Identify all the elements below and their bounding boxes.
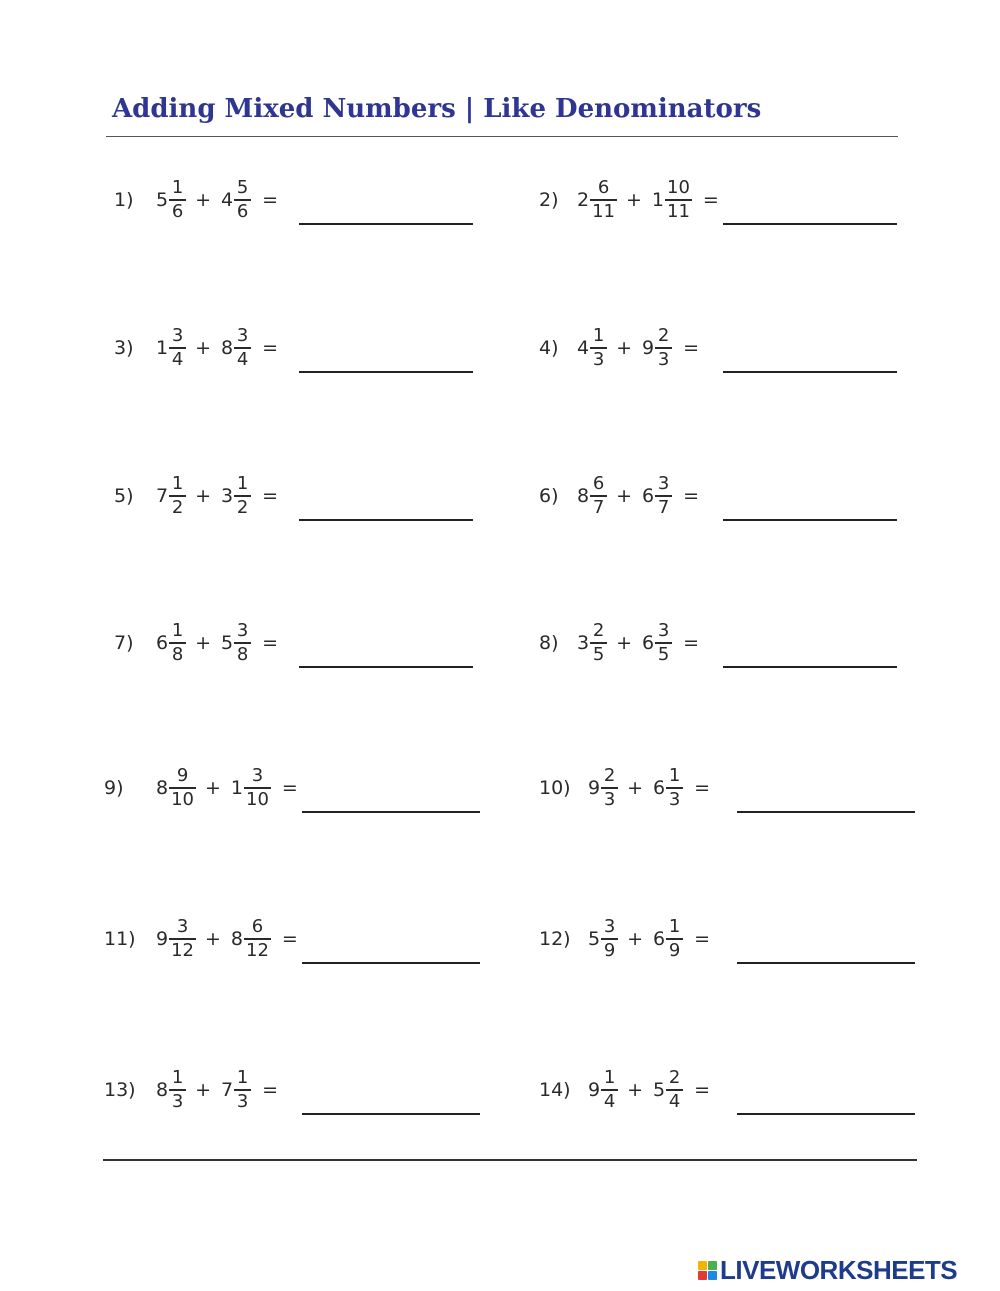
mixed-number-expression [577, 621, 699, 665]
problem-number: 10) [539, 777, 571, 799]
fraction [170, 326, 185, 370]
fraction [656, 621, 671, 665]
denominator: 12 [171, 939, 194, 961]
fraction [170, 1068, 185, 1112]
equals-sign: = [694, 928, 711, 950]
problem-item [539, 170, 719, 230]
fraction [591, 326, 606, 370]
fraction [235, 1068, 250, 1112]
numerator: 2 [668, 1067, 681, 1089]
answer-blank[interactable] [299, 519, 473, 521]
problem-number: 1) [114, 189, 134, 211]
numerator: 1 [236, 1067, 249, 1089]
whole-number: 8 [221, 337, 234, 359]
numerator: 9 [176, 765, 189, 787]
mixed-number-expression [588, 1068, 710, 1112]
fraction [591, 621, 606, 665]
answer-blank[interactable] [737, 811, 915, 813]
problem-item [539, 909, 710, 969]
problem-number: 13) [104, 1079, 136, 1101]
numerator: 5 [236, 177, 249, 199]
problem-item [104, 909, 298, 969]
liveworksheets-logo [698, 1255, 957, 1286]
denominator: 7 [657, 496, 670, 518]
mixed-number-expression [156, 621, 278, 665]
numerator: 2 [592, 620, 605, 642]
whole-number: 6 [156, 632, 169, 654]
plus-sign: + [205, 928, 221, 950]
mixed-number-expression [156, 178, 278, 222]
whole-number: 2 [577, 189, 590, 211]
numerator: 3 [251, 765, 264, 787]
whole-number: 5 [156, 189, 169, 211]
mixed-number-expression [156, 766, 298, 810]
problem-item [539, 758, 710, 818]
answer-blank[interactable] [723, 371, 897, 373]
fraction [170, 766, 195, 810]
mixed-number-expression [577, 178, 719, 222]
numerator: 2 [657, 325, 670, 347]
numerator: 1 [603, 1067, 616, 1089]
problem-number: 7) [114, 632, 134, 654]
equals-sign: = [694, 777, 711, 799]
logo-block [698, 1271, 707, 1280]
numerator: 2 [603, 765, 616, 787]
plus-sign: + [195, 337, 212, 359]
whole-number: 9 [588, 1079, 601, 1101]
whole-number: 6 [653, 928, 666, 950]
whole-number: 8 [156, 1079, 169, 1101]
whole-number: 8 [156, 777, 169, 799]
problem-item [104, 758, 298, 818]
answer-blank[interactable] [723, 223, 897, 225]
numerator: 1 [668, 765, 681, 787]
equals-sign: = [262, 632, 279, 654]
plus-sign: + [205, 777, 221, 799]
denominator: 9 [668, 939, 681, 961]
fraction [602, 917, 617, 961]
answer-blank[interactable] [723, 666, 897, 668]
answer-blank[interactable] [299, 223, 473, 225]
fraction [245, 917, 270, 961]
equals-sign: = [262, 1079, 279, 1101]
plus-sign: + [627, 928, 644, 950]
equals-sign: = [262, 485, 279, 507]
answer-blank[interactable] [302, 962, 480, 964]
whole-number: 1 [230, 777, 244, 799]
numerator: 1 [668, 916, 681, 938]
fraction [235, 474, 250, 518]
numerator: 3 [657, 620, 670, 642]
problem-item [114, 466, 278, 526]
whole-number: 3 [577, 632, 590, 654]
numerator: 3 [603, 916, 616, 938]
denominator: 10 [246, 788, 269, 810]
answer-blank[interactable] [299, 371, 473, 373]
whole-number: 4 [221, 189, 234, 211]
numerator: 1 [236, 473, 249, 495]
numerator: 10 [667, 177, 690, 199]
whole-number: 9 [156, 928, 169, 950]
fraction [591, 178, 616, 222]
fraction [666, 178, 691, 222]
denominator: 10 [171, 788, 194, 810]
numerator: 1 [592, 325, 605, 347]
denominator: 3 [171, 1090, 184, 1112]
problem-number: 8) [539, 632, 559, 654]
problem-number: 3) [114, 337, 134, 359]
fraction [170, 474, 185, 518]
plus-sign: + [195, 632, 212, 654]
numerator: 3 [171, 325, 184, 347]
denominator: 4 [603, 1090, 616, 1112]
fraction [235, 326, 250, 370]
whole-number: 1 [651, 189, 665, 211]
denominator: 4 [668, 1090, 681, 1112]
denominator: 5 [592, 643, 605, 665]
fraction [656, 474, 671, 518]
plus-sign: + [195, 189, 212, 211]
title-divider [106, 136, 898, 137]
denominator: 8 [171, 643, 184, 665]
equals-sign: = [694, 1079, 711, 1101]
mixed-number-expression [156, 326, 278, 370]
fraction [170, 917, 195, 961]
equals-sign: = [262, 337, 279, 359]
problem-item [114, 318, 278, 378]
problem-item [539, 318, 699, 378]
denominator: 2 [171, 496, 184, 518]
denominator: 3 [592, 348, 605, 370]
denominator: 3 [603, 788, 616, 810]
problem-number: 6) [539, 485, 559, 507]
numerator: 6 [592, 473, 605, 495]
numerator: 1 [171, 177, 184, 199]
mixed-number-expression [577, 474, 699, 518]
problem-number: 11) [104, 928, 136, 950]
whole-number: 6 [653, 777, 666, 799]
whole-number: 9 [642, 337, 655, 359]
problem-number: 2) [539, 189, 559, 211]
numerator: 3 [657, 473, 670, 495]
fraction [667, 766, 682, 810]
denominator: 8 [236, 643, 249, 665]
whole-number: 7 [221, 1079, 234, 1101]
problem-item [104, 1060, 278, 1120]
numerator: 6 [251, 916, 264, 938]
fraction [235, 178, 250, 222]
plus-sign: + [195, 485, 212, 507]
numerator: 3 [236, 620, 249, 642]
plus-sign: + [626, 189, 642, 211]
plus-sign: + [627, 1079, 644, 1101]
problem-item [114, 170, 278, 230]
answer-blank[interactable] [723, 519, 897, 521]
plus-sign: + [627, 777, 644, 799]
fraction [591, 474, 606, 518]
plus-sign: + [616, 632, 633, 654]
problem-item [539, 613, 699, 673]
whole-number: 6 [642, 485, 655, 507]
mixed-number-expression [156, 1068, 278, 1112]
denominator: 5 [657, 643, 670, 665]
denominator: 2 [236, 496, 249, 518]
mixed-number-expression [156, 474, 278, 518]
whole-number: 8 [577, 485, 590, 507]
worksheet-title: Adding Mixed Numbers | Like Denominators [112, 94, 762, 124]
denominator: 6 [236, 200, 249, 222]
fraction [170, 178, 185, 222]
denominator: 3 [236, 1090, 249, 1112]
mixed-number-expression [588, 766, 710, 810]
answer-blank[interactable] [737, 962, 915, 964]
denominator: 11 [667, 200, 690, 222]
whole-number: 4 [577, 337, 590, 359]
whole-number: 3 [221, 485, 234, 507]
denominator: 11 [592, 200, 615, 222]
problem-number: 5) [114, 485, 134, 507]
problem-number: 12) [539, 928, 571, 950]
numerator: 6 [597, 177, 610, 199]
whole-number: 8 [230, 928, 244, 950]
numerator: 3 [176, 916, 189, 938]
denominator: 6 [171, 200, 184, 222]
logo-block [698, 1261, 707, 1270]
numerator: 1 [171, 473, 184, 495]
problem-number: 14) [539, 1079, 571, 1101]
logo-block [708, 1271, 717, 1280]
problem-item [539, 1060, 710, 1120]
equals-sign: = [683, 337, 700, 359]
fraction [667, 1068, 682, 1112]
whole-number: 5 [653, 1079, 666, 1101]
fraction [245, 766, 270, 810]
whole-number: 7 [156, 485, 169, 507]
equals-sign: = [683, 485, 700, 507]
plus-sign: + [616, 337, 633, 359]
denominator: 3 [668, 788, 681, 810]
fraction [235, 621, 250, 665]
equals-sign: = [702, 189, 719, 211]
equals-sign: = [281, 928, 298, 950]
mixed-number-expression [588, 917, 710, 961]
denominator: 4 [236, 348, 249, 370]
mixed-number-expression [577, 326, 699, 370]
plus-sign: + [616, 485, 633, 507]
bottom-divider [103, 1159, 917, 1161]
problem-number: 9) [104, 777, 124, 799]
problem-item [539, 466, 699, 526]
mixed-number-expression [156, 917, 298, 961]
answer-blank[interactable] [302, 1113, 480, 1115]
denominator: 4 [171, 348, 184, 370]
logo-text: LIVEWORKSHEETS [720, 1255, 958, 1285]
logo-blocks-icon [698, 1261, 717, 1280]
logo-block [708, 1261, 717, 1270]
whole-number: 1 [156, 337, 169, 359]
problem-number: 4) [539, 337, 559, 359]
numerator: 3 [236, 325, 249, 347]
whole-number: 9 [588, 777, 601, 799]
numerator: 1 [171, 620, 184, 642]
denominator: 12 [246, 939, 269, 961]
fraction [602, 1068, 617, 1112]
numerator: 1 [171, 1067, 184, 1089]
answer-blank[interactable] [737, 1113, 915, 1115]
whole-number: 6 [642, 632, 655, 654]
equals-sign: = [281, 777, 298, 799]
answer-blank[interactable] [299, 666, 473, 668]
fraction [170, 621, 185, 665]
denominator: 9 [603, 939, 616, 961]
problem-item [114, 613, 278, 673]
answer-blank[interactable] [302, 811, 480, 813]
denominator: 7 [592, 496, 605, 518]
fraction [656, 326, 671, 370]
plus-sign: + [195, 1079, 212, 1101]
fraction [667, 917, 682, 961]
denominator: 3 [657, 348, 670, 370]
whole-number: 5 [588, 928, 601, 950]
fraction [602, 766, 617, 810]
equals-sign: = [683, 632, 700, 654]
whole-number: 5 [221, 632, 234, 654]
equals-sign: = [262, 189, 279, 211]
